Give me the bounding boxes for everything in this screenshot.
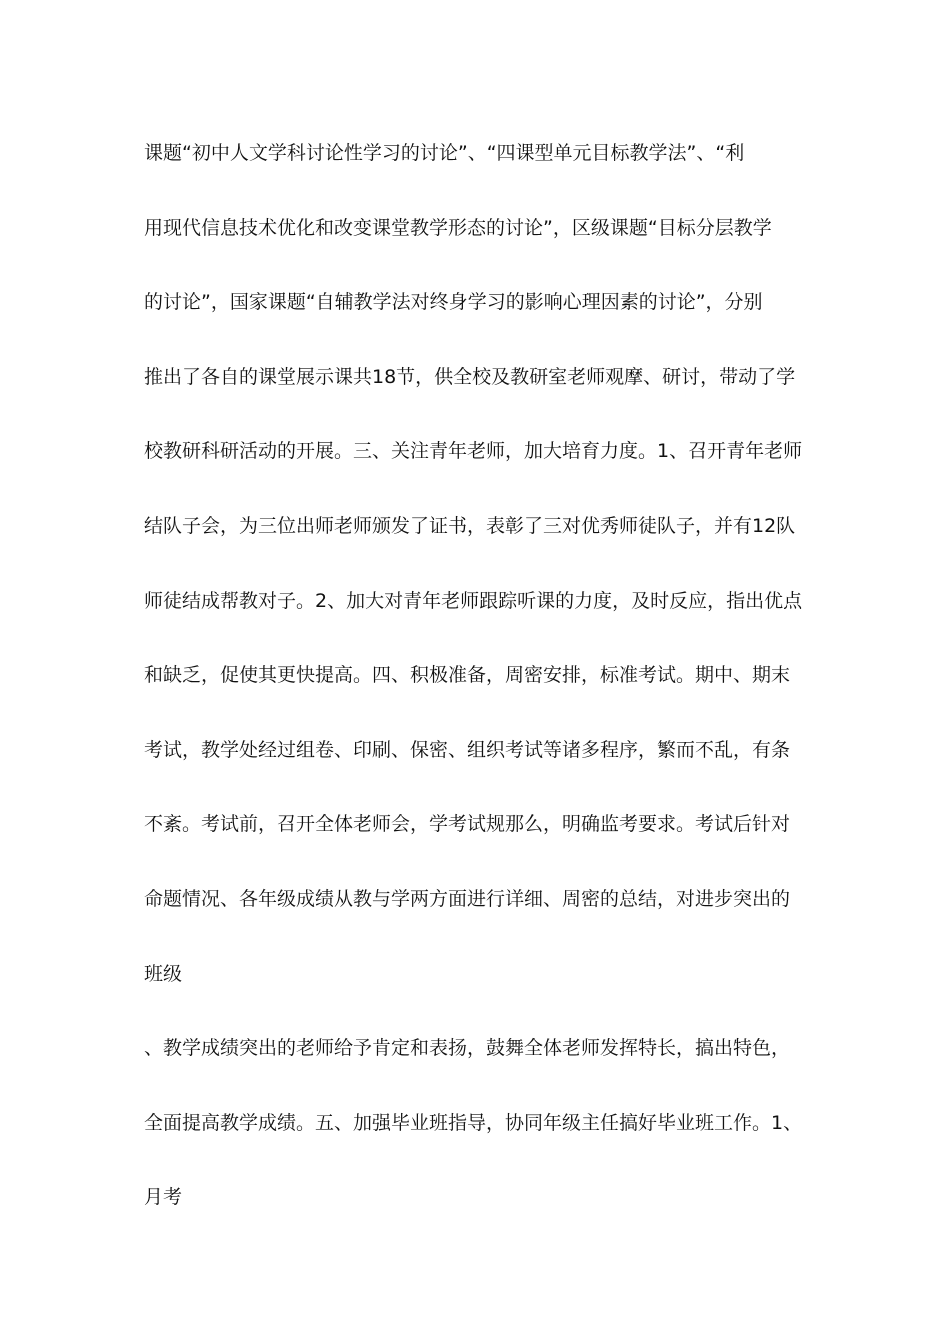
- text-line: 命题情况、各年级成绩从教与学两方面进行详细、周密的总结，对进步突出的: [144, 887, 791, 910]
- text-line: 班级: [144, 962, 183, 985]
- text-line: 月考: [144, 1186, 183, 1209]
- text-line: 师徒结成帮教对子。2、加大对青年老师跟踪听课的力度，及时反应，指出优点: [144, 589, 803, 612]
- text-line: 校教研科研活动的开展。三、关注青年老师，加大培育力度。1、召开青年老师: [144, 440, 803, 463]
- text-line: 推出了各自的课堂展示课共18节，供全校及教研室老师观摩、研讨，带动了学: [144, 365, 796, 388]
- text-line: 考试，教学处经过组卷、印刷、保密、组织考试等诸多程序，繁而不乱，有条: [144, 738, 791, 761]
- text-line: 用现代信息技术优化和改变课堂教学形态的讨论”，区级课题“目标分层教学: [144, 216, 772, 239]
- text-line: 、教学成绩突出的老师给予肯定和表扬，鼓舞全体老师发挥特长，搞出特色，: [144, 1037, 791, 1060]
- text-line: 和缺乏，促使其更快提高。四、积极准备，周密安排，标准考试。期中、期末: [144, 664, 791, 687]
- text-line: 课题“初中人文学科讨论性学习的讨论”、“四课型单元目标教学法”、“利: [144, 142, 745, 164]
- body-text: [144, 133, 814, 1252]
- text-line: 的讨论”，国家课题“自辅教学法对终身学习的影响心理因素的讨论”，分别: [144, 291, 763, 314]
- text-line: 全面提高教学成绩。五、加强毕业班指导，协同年级主任搞好毕业班工作。1、: [144, 1111, 803, 1134]
- text-line: 结队子会，为三位出师老师颁发了证书，表彰了三对优秀师徒队子，并有12队: [144, 514, 796, 537]
- text-line: 不紊。考试前，召开全体老师会，学考试规那么，明确监考要求。考试后针对: [144, 813, 791, 836]
